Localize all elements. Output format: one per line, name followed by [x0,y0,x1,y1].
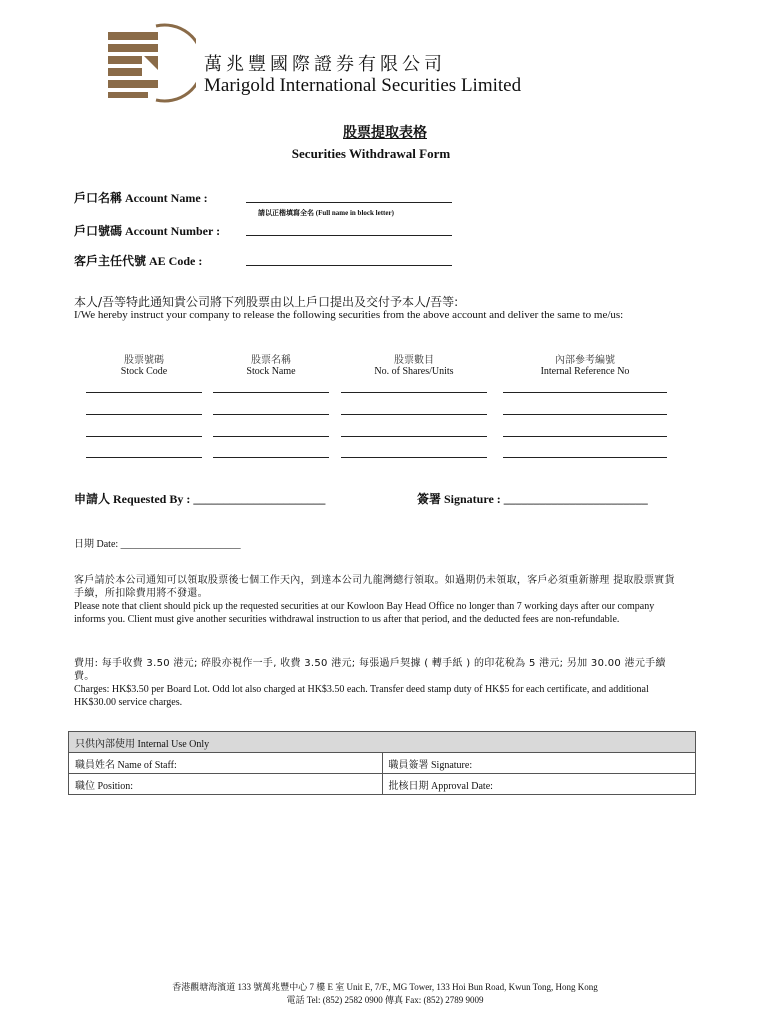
col-header-stock-code [86,351,202,377]
marigold-logo-icon [104,22,196,104]
col-reference-en: Internal Reference No [540,366,630,377]
ae-code-field[interactable] [246,253,452,266]
stock-entry-line-col2[interactable] [213,457,329,458]
charges-en: Charges: HK$3.50 per Board Lot. Odd lot also charged at HK$3.50 each. Transfer deed stamp duty of HK$5 for each certificate, and additional HK$30.00 service charges. [74,684,649,708]
stock-entry-line-col4[interactable] [503,392,667,393]
stock-entry-line-col4[interactable] [503,414,667,415]
staff-name-field[interactable]: 職員姓名 Name of Staff: [69,753,383,774]
internal-use-row [69,774,696,795]
col-stock-code-en: Stock Code [120,366,168,377]
stock-entry-line-col3[interactable] [341,414,487,415]
footer-contact: 電話 Tel: (852) 2582 0900 傳真 Fax: (852) 2789 9009 [286,995,484,1005]
col-shares-en: No. of Shares/Units [374,366,454,377]
stock-entry-line-col4[interactable] [503,436,667,437]
charges-block [74,657,684,709]
account-name-label: 戶口名稱 Account Name : [74,191,208,205]
notice-zh: 客戶請於本公司通知可以領取股票後七個工作天內，到達本公司九龍灣總行領取。如過期仍未領取，客戶必須重新辦理 提取股票實貨手續，所扣除費用將不發還。 [74,575,675,599]
stock-entry-line-col1[interactable] [86,414,202,415]
stock-entry-line-col2[interactable] [213,414,329,415]
account-name-note: 請以正楷填寫全名 (Full name in block letter) [258,209,394,217]
stock-entry-line-col1[interactable] [86,457,202,458]
col-stock-name-zh: 股票名稱 [251,355,291,366]
signature-label[interactable]: 簽署 Signature : ________________________ [417,492,648,506]
stock-entry-line-col1[interactable] [86,392,202,393]
staff-signature-field[interactable]: 職員簽署 Signature: [382,753,696,774]
date-label[interactable]: 日期 Date: ________________________ [74,539,241,550]
col-header-shares [341,351,487,377]
internal-use-table [68,731,696,795]
instruction-en: I/We hereby instruct your company to release the following securities from the above account and deliver the same to me/us: [74,309,624,321]
account-name-field[interactable] [246,190,452,203]
form-title-zh [0,122,770,142]
stock-entry-line-col2[interactable] [213,392,329,393]
ae-code-label: 客戶主任代號 AE Code : [74,254,203,268]
internal-use-header: 只供內部使用 Internal Use Only [69,732,696,753]
stock-entry-line-col3[interactable] [341,457,487,458]
requested-by-label[interactable]: 申請人 Requested By : ______________________ [74,492,326,506]
stock-entry-line-col2[interactable] [213,436,329,437]
form-title-en: Securities Withdrawal Form [291,146,451,161]
stock-entry-line-col1[interactable] [86,436,202,437]
internal-use-row [69,753,696,774]
col-stock-name-en: Stock Name [246,366,296,377]
account-number-label: 戶口號碼 Account Number : [74,224,221,238]
company-name-zh: 萬兆豐國際證券有限公司 [204,54,446,75]
approval-date-field[interactable]: 批核日期 Approval Date: [382,774,696,795]
stock-entry-line-col4[interactable] [503,457,667,458]
instruction-zh: 本人/吾等特此通知貴公司將下列股票由以上戶口提出及交付予本人/吾等: [74,295,459,309]
form-title-zh-text: 股票提取表格 [343,126,427,141]
charges-zh: 費用: 每手收費 3.50 港元; 碎股亦視作一手, 收費 3.50 港元; 每張過戶契據 ( 轉手紙 ) 的印花稅為 5 港元; 另加 30.00 港元手續費。 [74,658,666,682]
notice-block [74,574,684,626]
stock-entry-line-col3[interactable] [341,392,487,393]
stock-entry-line-col3[interactable] [341,436,487,437]
position-field[interactable]: 職位 Position: [69,774,383,795]
company-name-en: Marigold International Securities Limited [204,75,522,96]
col-reference-zh: 內部參考編號 [555,355,615,366]
internal-use-header-row [69,732,696,753]
col-stock-code-zh: 股票號碼 [124,355,164,366]
footer-address: 香港觀塘海濱道 133 號萬兆豐中心 7 樓 E 室 Unit E, 7/F., MG Tower, 133 Hoi Bun Road, Kwun Tong, Hong Kong [172,982,598,992]
col-header-stock-name [213,351,329,377]
notice-en: Please note that client should pick up the requested securities at our Kowloon Bay Head Office no longer than 7 working days after our company informs you. Client must give another securities withdrawal instruction to us after that period, and the deducted fees are non-refundable. [74,601,655,625]
col-header-reference [503,351,667,377]
col-shares-zh: 股票數目 [394,355,434,366]
account-number-field[interactable] [246,223,452,236]
